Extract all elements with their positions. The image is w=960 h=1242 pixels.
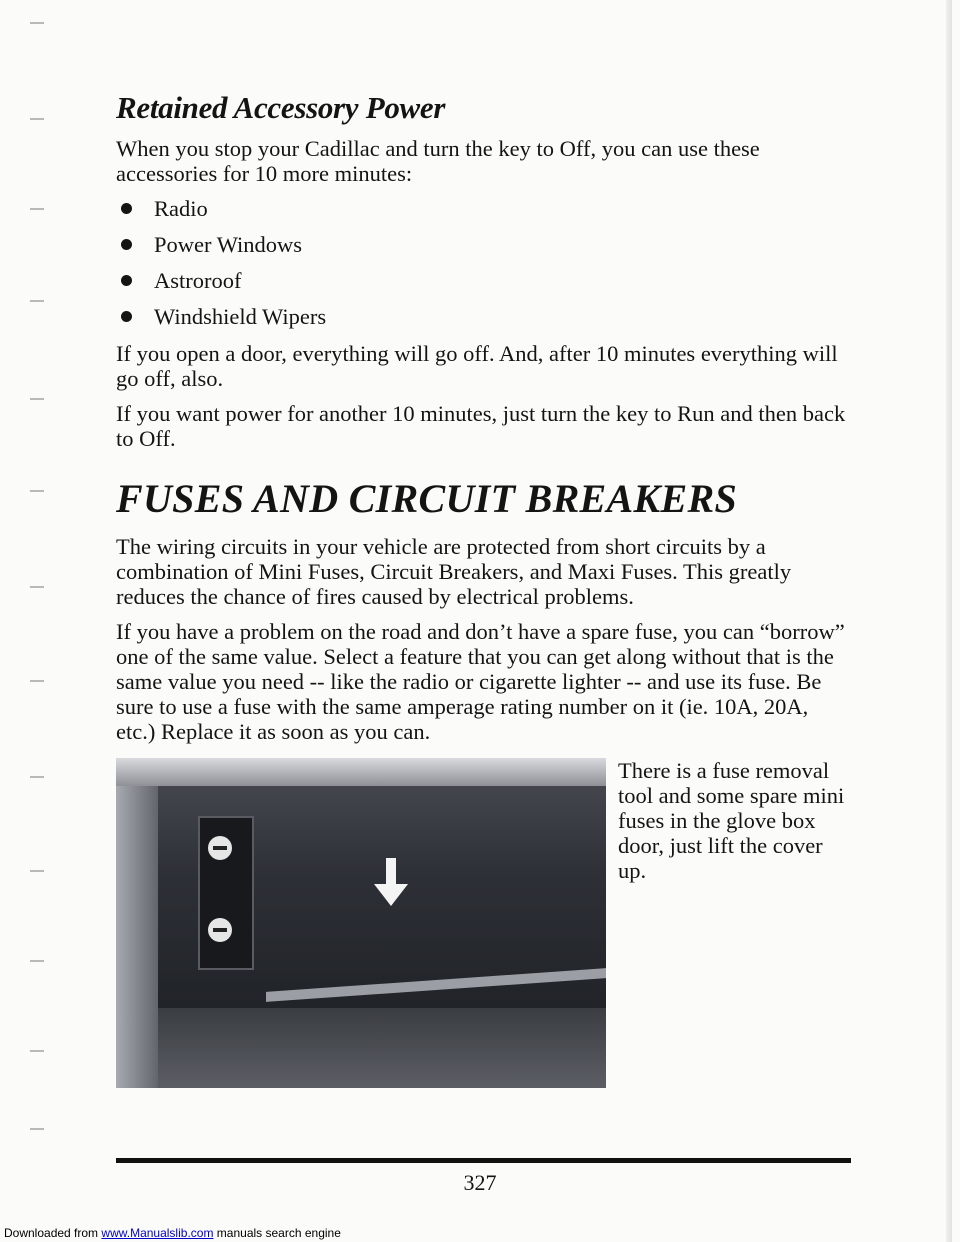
retained-intro: When you stop your Cadillac and turn the key to Off, you can use these accessories for 10 more minutes: [116, 136, 760, 186]
borrow-fuse-paragraph: If you have a problem on the road and don’t have a spare fuse, you can “borrow” one of the same value. Select a feature that you can get along without that is the same value you need -- like the radio or cigarette lighter -- and use its fuse. Be sure to use a fuse with the same amperage rating number on it (ie. 10A, 20A, etc.) Replace it as soon as you can. [116, 619, 845, 744]
photo-glove-box-door [158, 1008, 606, 1088]
list-item-label: Windshield Wipers [154, 304, 327, 329]
figure-caption [618, 758, 846, 883]
run-key-paragraph: If you want power for another 10 minutes, just turn the key to Run and then back to Off. [116, 401, 846, 451]
download-footer [4, 1226, 341, 1240]
bullet-icon [121, 311, 132, 322]
photo-fuse-cover [266, 968, 606, 1002]
page-edge [946, 0, 952, 1242]
figure-caption-text: There is a fuse removal tool and some spare mini fuses in the glove box door, just lift the cover up. [618, 758, 845, 883]
bullet-icon [121, 203, 132, 214]
footer-suffix: manuals search engine [216, 1226, 341, 1240]
photo-dash-trim [116, 758, 606, 786]
list-item-label: Radio [154, 196, 208, 221]
margin-mark [30, 398, 44, 400]
margin-mark [30, 1050, 44, 1052]
margin-mark [30, 1128, 44, 1130]
down-arrow-icon [386, 858, 396, 884]
list-item-label: Astroroof [154, 268, 242, 293]
margin-mark [30, 118, 44, 120]
accessory-list [116, 196, 846, 329]
bullet-icon [121, 275, 132, 286]
list-item [116, 196, 846, 221]
page-content [116, 90, 846, 1088]
photo-door-edge [116, 786, 158, 1088]
margin-mark [30, 22, 44, 24]
list-item-label: Power Windows [154, 232, 303, 257]
door-open-paragraph: If you open a door, everything will go off. And, after 10 minutes everything will go off, also. [116, 341, 838, 391]
footer-prefix: Downloaded from [4, 1226, 99, 1240]
fuses-section-heading: FUSES AND CIRCUIT BREAKERS [116, 476, 738, 521]
glove-box-photo [116, 758, 606, 1088]
margin-mark [30, 208, 44, 210]
photo-knob-icon [208, 836, 232, 860]
margin-mark [30, 300, 44, 302]
margin-mark [30, 680, 44, 682]
page-number: 327 [463, 1170, 497, 1195]
margin-mark [30, 586, 44, 588]
margin-mark [30, 870, 44, 872]
list-item [116, 304, 846, 329]
list-item [116, 232, 846, 257]
photo-knob-icon [208, 918, 232, 942]
retained-accessory-heading: Retained Accessory Power [116, 90, 446, 125]
bullet-icon [121, 239, 132, 250]
figure-row [116, 758, 846, 1088]
manualslib-link[interactable]: www.Manualslib.com [101, 1226, 214, 1240]
margin-mark [30, 776, 44, 778]
margin-mark [30, 490, 44, 492]
margin-mark [30, 960, 44, 962]
footer-rule [116, 1158, 851, 1163]
fuses-intro-paragraph: The wiring circuits in your vehicle are protected from short circuits by a combination of Mini Fuses, Circuit Breakers, and Maxi Fuses. This greatly reduces the chance of fires caused by electrical problems. [116, 534, 792, 609]
down-arrow-icon [374, 884, 408, 906]
list-item [116, 268, 846, 293]
